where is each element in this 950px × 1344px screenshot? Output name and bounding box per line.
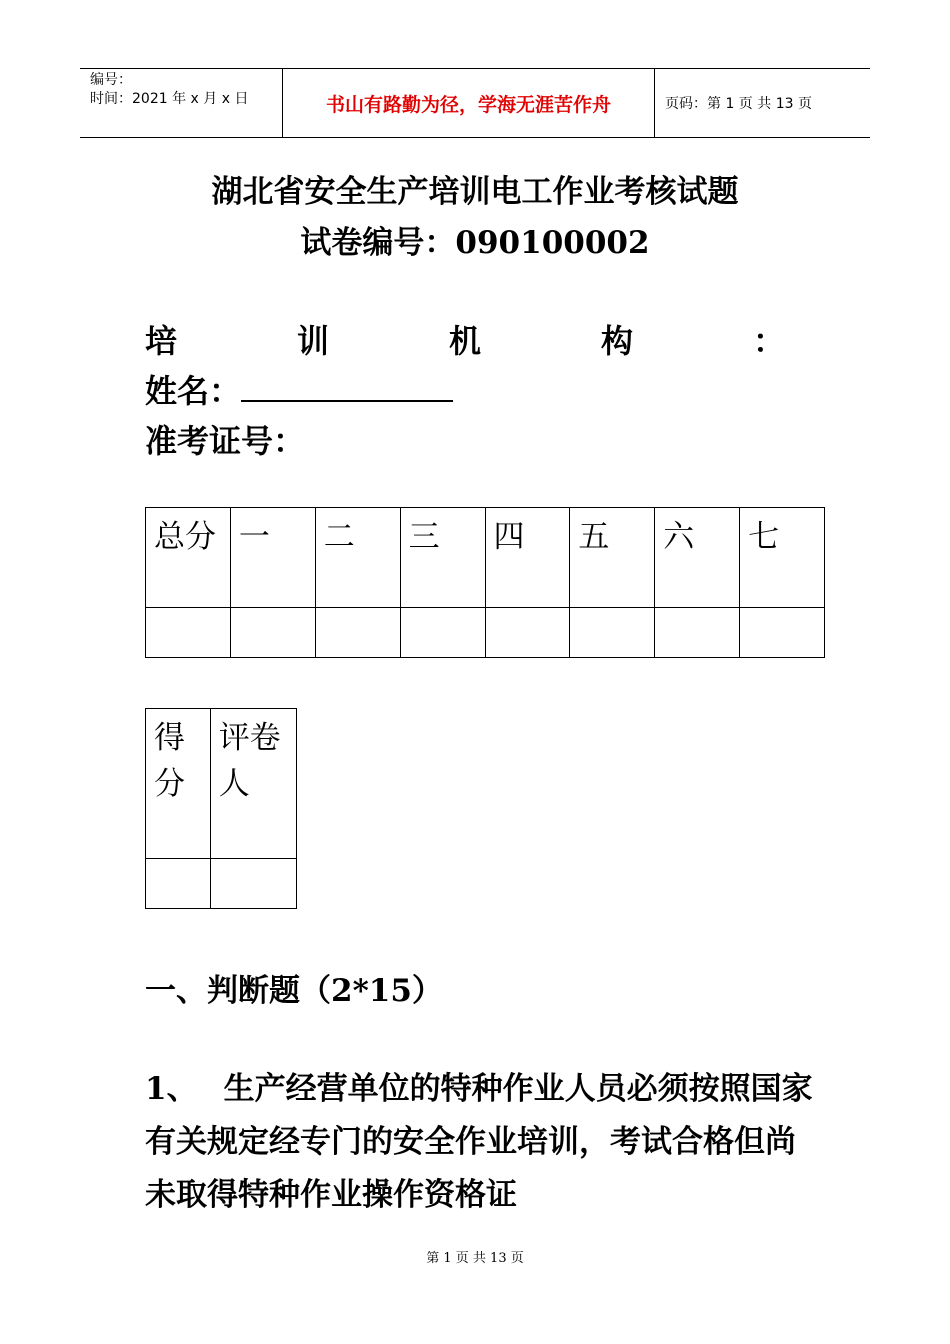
name-blank[interactable]	[241, 368, 453, 402]
page-header	[80, 68, 870, 138]
score-cell[interactable]	[400, 608, 485, 658]
score-header-cell: 六	[655, 508, 740, 608]
score-header-cell: 四	[485, 508, 570, 608]
grader-cell[interactable]	[210, 859, 296, 909]
header-page-info: 页码：第 1 页 共 13 页	[665, 96, 812, 112]
time-label: 时间：2021 年 x 月 x 日	[90, 91, 249, 107]
section-heading: 一、判断题（2*15）	[145, 973, 443, 1009]
score-cell[interactable]	[146, 608, 231, 658]
score-cell[interactable]	[655, 608, 740, 658]
grader-value-row	[146, 859, 297, 909]
score-header-cell: 二	[315, 508, 400, 608]
score-table	[145, 507, 825, 658]
org-char: ：	[752, 322, 785, 360]
org-char: 培	[145, 322, 178, 360]
org-field	[145, 316, 785, 362]
score-cell[interactable]	[740, 608, 825, 658]
document-title: 湖北省安全生产培训电工作业考核试题	[211, 174, 739, 210]
grader-cell[interactable]	[146, 859, 211, 909]
score-header-cell: 一	[230, 508, 315, 608]
header-motto: 书山有路勤为径，学海无涯苦作舟	[282, 69, 655, 137]
score-cell[interactable]	[570, 608, 655, 658]
question-item	[145, 1063, 815, 1222]
score-header-row	[146, 508, 825, 608]
ticket-label: 准考证号：	[145, 422, 306, 460]
header-meta	[80, 69, 282, 137]
org-char: 训	[296, 322, 329, 360]
score-cell[interactable]	[315, 608, 400, 658]
grader-header-row	[146, 709, 297, 859]
grader-header-cell: 评卷人	[210, 709, 296, 859]
score-header-cell: 五	[570, 508, 655, 608]
score-cell[interactable]	[485, 608, 570, 658]
paper-number: 试卷编号：090100002	[300, 225, 650, 261]
grader-header-cell: 得分	[146, 709, 211, 859]
question-text: 生产经营单位的特种作业人员必须按照国家有关规定经专门的安全作业培训，考试合格但尚未取得特种作业操作资格证	[145, 1071, 813, 1213]
org-char: 机	[448, 322, 481, 360]
name-field	[145, 366, 453, 412]
grader-table	[145, 708, 297, 909]
page-footer: 第 1 页 共 13 页	[426, 1251, 524, 1266]
name-label: 姓名：	[145, 372, 242, 410]
org-char: 构	[600, 322, 633, 360]
question-number: 1、	[145, 1071, 198, 1107]
score-header-cell: 七	[740, 508, 825, 608]
ticket-field	[145, 416, 305, 462]
score-header-cell: 三	[400, 508, 485, 608]
score-cell[interactable]	[230, 608, 315, 658]
score-value-row	[146, 608, 825, 658]
code-label: 编号：	[90, 72, 132, 88]
score-header-cell: 总分	[146, 508, 231, 608]
